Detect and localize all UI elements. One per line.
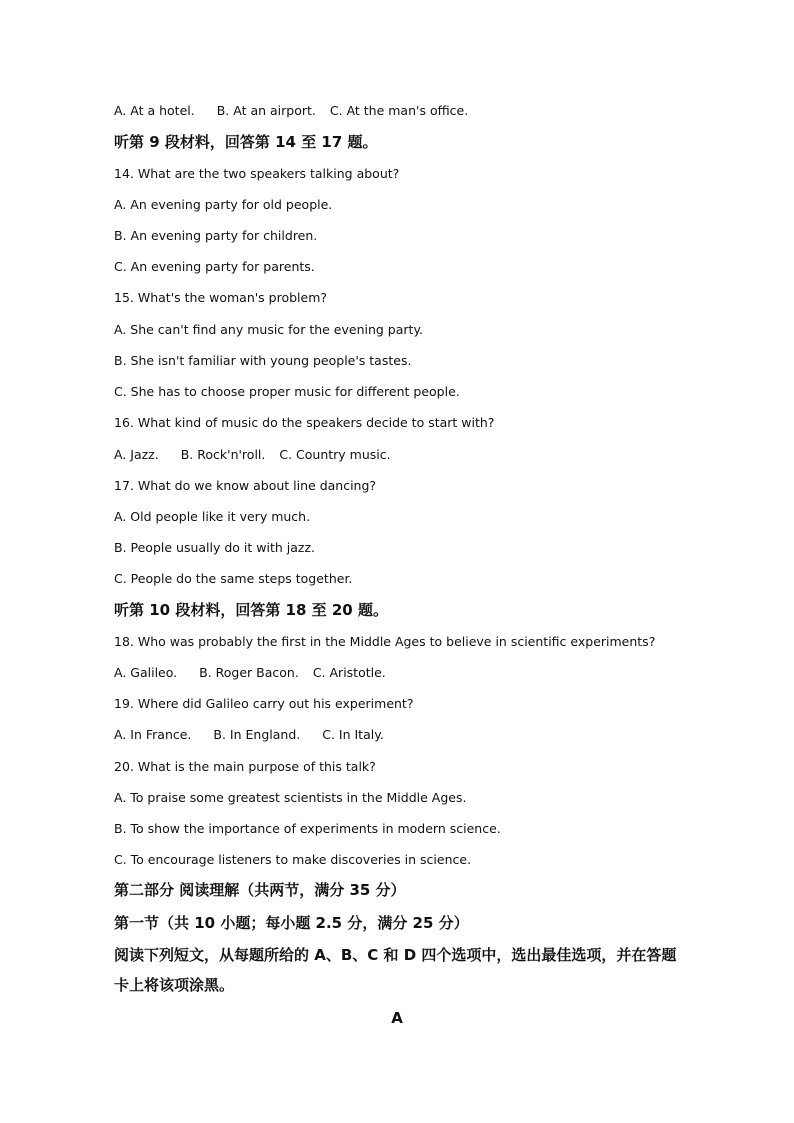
option-a: A. In France. [114,727,192,742]
question-17: 17. What do we know about line dancing? [114,478,377,493]
q16-options [114,447,391,463]
q15-option-c: C. She has to choose proper music for different people. [114,384,460,399]
q17-option-c: C. People do the same steps together. [114,571,353,586]
option-a: A. Galileo. [114,665,178,680]
option-b: B. Rock'n'roll. [180,447,266,462]
q15-option-a: A. She can't find any music for the evening party. [114,322,424,337]
q20-option-b: B. To show the importance of experiments in modern science. [114,821,501,836]
option-c: C. Country music. [279,447,391,462]
section-one-heading: 第一节（共 10 小题；每小题 2.5 分，满分 25 分） [114,914,469,932]
question-19: 19. Where did Galileo carry out his experiment? [114,696,414,711]
question-14: 14. What are the two speakers talking about? [114,166,400,181]
passage-label: A [391,1009,403,1027]
option-b: B. At an airport. [216,103,316,118]
q19-options [114,727,384,743]
option-c: C. At the man's office. [329,103,469,118]
question-16: 16. What kind of music do the speakers decide to start with? [114,415,495,430]
q17-option-a: A. Old people like it very much. [114,509,311,524]
q20-option-a: A. To praise some greatest scientists in the Middle Ages. [114,790,467,805]
question-15: 15. What's the woman's problem? [114,290,328,305]
instructions-line-1: 阅读下列短文，从每题所给的 A、B、C 和 D 四个选项中，选出最佳选项，并在答题 [114,946,677,964]
q13-options [114,103,468,119]
q17-option-b: B. People usually do it with jazz. [114,540,315,555]
instructions-line-2: 卡上将该项涂黑。 [114,976,235,994]
q14-option-a: A. An evening party for old people. [114,197,333,212]
question-18: 18. Who was probably the first in the Middle Ages to believe in scientific experiments? [114,634,656,649]
q14-option-c: C. An evening party for parents. [114,259,315,274]
option-b: B. Roger Bacon. [199,665,299,680]
q20-option-c: C. To encourage listeners to make discoveries in science. [114,852,472,867]
part-two-heading: 第二部分 阅读理解（共两节，满分 35 分） [114,881,406,899]
option-a: A. Jazz. [114,447,159,462]
option-b: B. In England. [213,727,301,742]
q18-options [114,665,386,681]
option-c: C. In Italy. [322,727,384,742]
question-20: 20. What is the main purpose of this talk? [114,759,376,774]
option-a: A. At a hotel. [114,103,195,118]
section-heading-9: 听第 9 段材料，回答第 14 至 17 题。 [114,133,378,151]
q15-option-b: B. She isn't familiar with young people's tastes. [114,353,412,368]
option-c: C. Aristotle. [312,665,386,680]
q14-option-b: B. An evening party for children. [114,228,318,243]
section-heading-10: 听第 10 段材料，回答第 18 至 20 题。 [114,601,388,619]
